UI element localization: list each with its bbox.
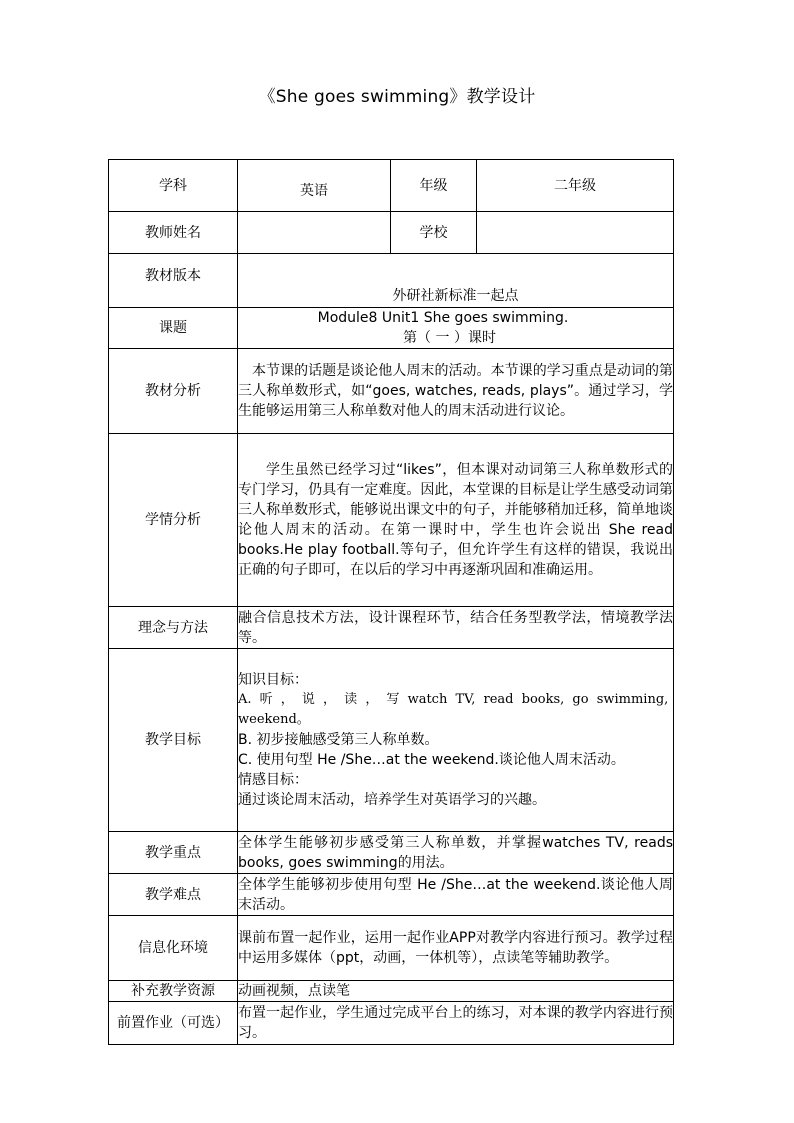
difficulties-row	[109, 874, 674, 916]
goals-row	[109, 649, 674, 832]
topic-line-2: 第（ 一 ）课时	[403, 330, 496, 346]
key-points-label: 教学重点	[109, 832, 238, 874]
resources-text: 动画视频，点读笔	[238, 981, 674, 1002]
resources-row	[109, 981, 674, 1002]
analysis-row	[109, 349, 674, 434]
environment-label: 信息化环境	[109, 916, 238, 981]
goals-line: B. 初步接触感受第三人称单数。	[238, 732, 439, 748]
topic-line-1: Module8 Unit1 She goes swimming.	[317, 310, 569, 326]
learner-label: 学情分析	[109, 434, 238, 607]
teacher-value	[238, 212, 391, 254]
key-points-row	[109, 832, 674, 874]
textbook-row	[109, 254, 674, 308]
subject-row	[109, 160, 674, 212]
school-value	[477, 212, 674, 254]
topic-label: 课题	[109, 308, 238, 349]
goals-line: 情感目标：	[238, 772, 308, 788]
learner-row	[109, 434, 674, 607]
learner-text: 学生虽然已经学习过“likes”，但本课对动词第三人称单数形式的专门学习，仍具有一定难度。因此，本堂课的目标是让学生感受动词第三人称单数形式，能够说出课文中的句子，并能够稍加迁移，简单地谈论他人周末的活动。在第一课时中，学生也许会说出 She read books.He play football.等句子，但允许学生有这样的错误，我说出正确的句子即可，在以后的学习中再逐渐巩固和准确运用。	[238, 434, 674, 607]
environment-row	[109, 916, 674, 981]
grade-label: 年级	[391, 160, 477, 212]
teacher-label: 教师姓名	[109, 212, 238, 254]
topic-row	[109, 308, 674, 349]
method-row	[109, 607, 674, 649]
goals-line: C. 使用句型 He /She…at the weekend.谈论他人周末活动。	[238, 752, 625, 768]
subject-value: 英语	[238, 160, 391, 212]
lesson-plan-table	[108, 159, 674, 1045]
analysis-text: 本节课的话题是谈论他人周末的活动。本节课的学习重点是动词的第三人称单数形式，如“goes, watches, reads, plays”。通过学习，学生能够运用第三人称单数对他人的周末活动进行议论。	[238, 349, 674, 434]
pre-homework-text: 布置一起作业，学生通过完成平台上的练习，对本课的教学内容进行预习。	[238, 1002, 674, 1045]
goals-line: A. 听 ， 说 ， 读 ， 写 watch TV, read books, go swimming,	[238, 692, 669, 707]
textbook-label: 教材版本	[109, 254, 238, 308]
goals-line: 知识目标：	[238, 672, 308, 688]
method-text: 融合信息技术方法，设计课程环节，结合任务型教学法，情境教学法等。	[238, 607, 674, 649]
topic-value	[238, 308, 674, 349]
environment-text: 课前布置一起作业，运用一起作业APP对教学内容进行预习。教学过程中运用多媒体（ppt，动画，一体机等），点读笔等辅助教学。	[238, 916, 674, 981]
pre-homework-label: 前置作业（可选）	[109, 1002, 238, 1045]
difficulties-label: 教学难点	[109, 874, 238, 916]
goals-label: 教学目标	[109, 649, 238, 832]
analysis-label: 教材分析	[109, 349, 238, 434]
resources-label: 补充教学资源	[109, 981, 238, 1002]
key-points-text: 全体学生能够初步感受第三人称单数，并掌握watches TV, reads books, goes swimming的用法。	[238, 832, 674, 874]
method-label: 理念与方法	[109, 607, 238, 649]
pre-homework-row	[109, 1002, 674, 1045]
goals-line: weekend。	[238, 712, 310, 727]
school-label: 学校	[391, 212, 477, 254]
teacher-row	[109, 212, 674, 254]
subject-label: 学科	[109, 160, 238, 212]
grade-value: 二年级	[477, 160, 674, 212]
goals-list	[238, 649, 674, 832]
textbook-value: 外研社新标准一起点	[238, 254, 674, 308]
difficulties-text: 全体学生能够初步使用句型 He /She…at the weekend.谈论他人周末活动。	[238, 874, 674, 916]
goals-line: 通过谈论周末活动，培养学生对英语学习的兴趣。	[238, 792, 546, 808]
document-title: 《She goes swimming》教学设计	[258, 87, 536, 107]
